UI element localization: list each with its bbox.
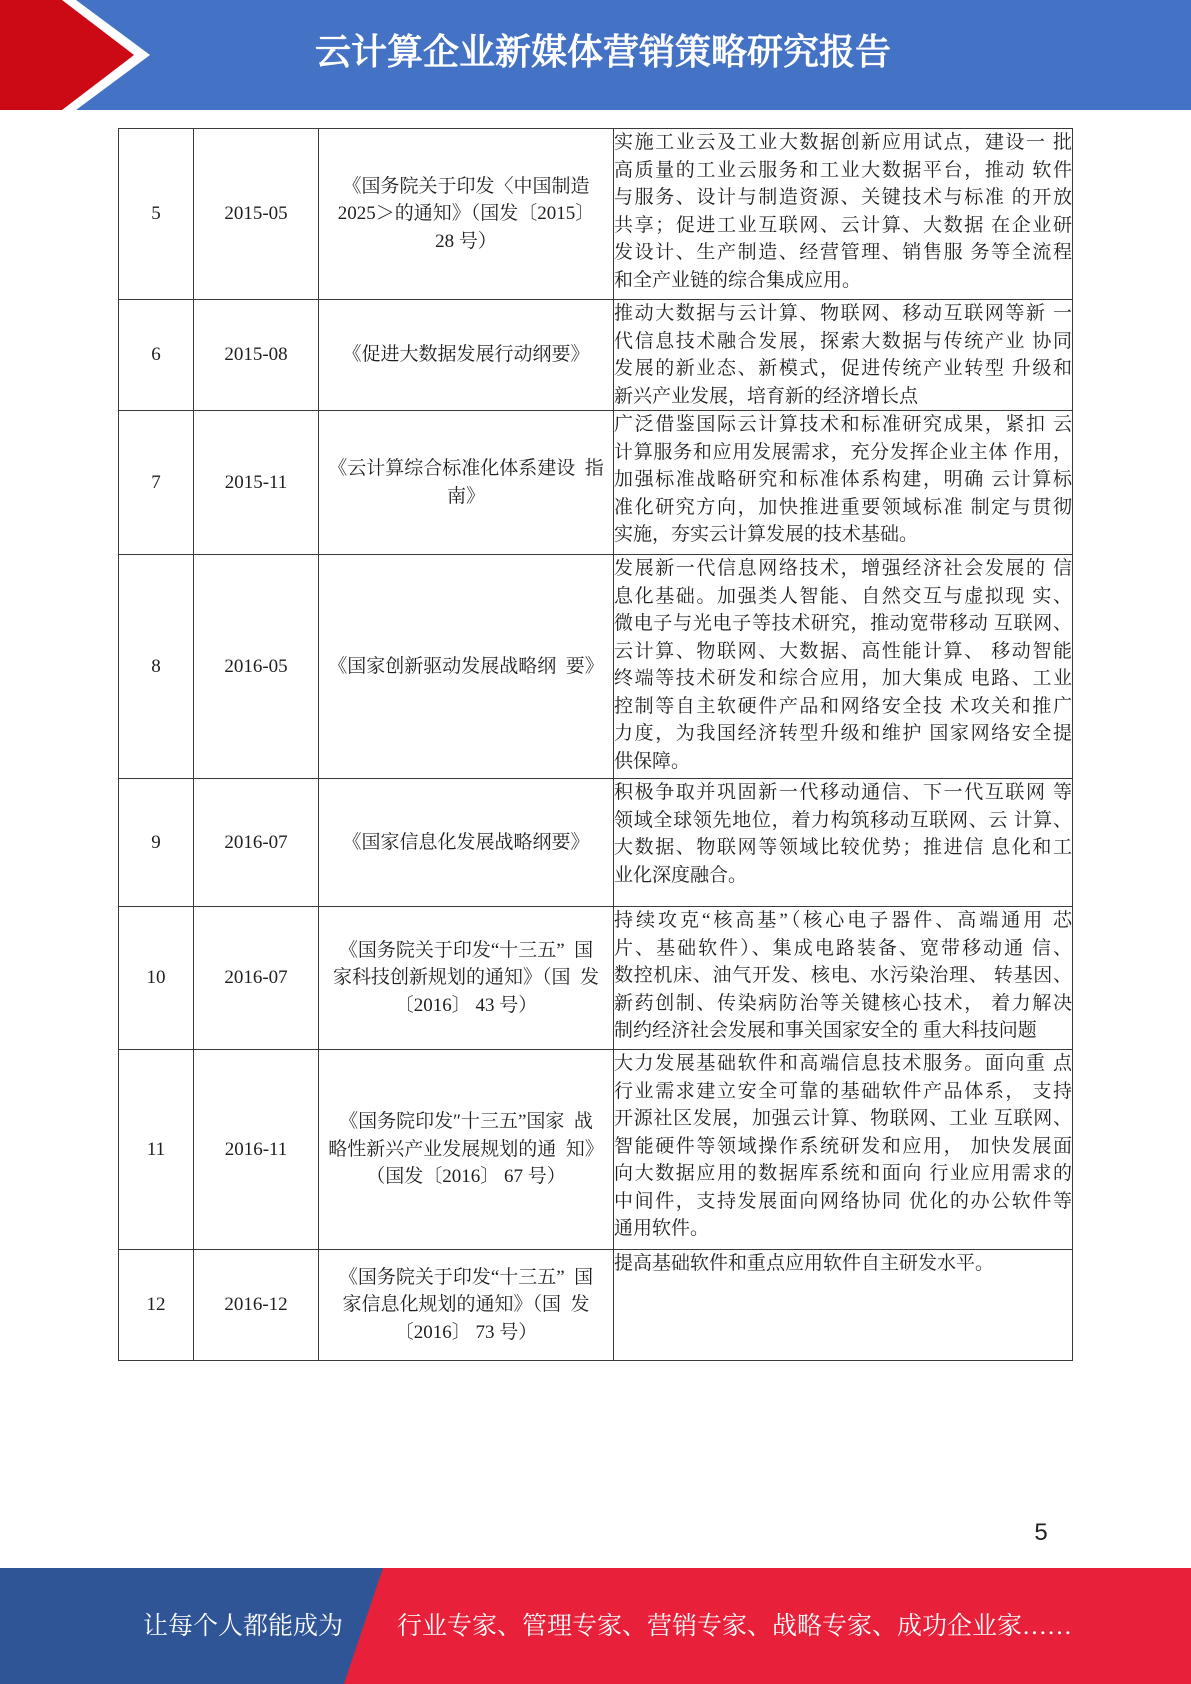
text-line: 《国家创新驱动发展战略纲 要》 [328, 655, 604, 677]
text-line: 《国务院印发″十三五”国家 战 [339, 1111, 593, 1133]
cell-date: 2016-05 [194, 555, 319, 779]
text-line: 积极争取并巩固新一代移动通信、下一代互联网 等 [614, 782, 1072, 803]
text-line: 智能硬件等领域操作系统研发和应用， 加快发展面 [614, 1135, 1072, 1157]
text-line: 家科技创新规划的通知》（国 发 [332, 967, 599, 989]
text-line: 提高基础软件和重点应用软件自主研发水平。 [614, 1253, 995, 1274]
footer-slogan-lead: 让每个人都能成为 [143, 1613, 344, 1640]
policy-title-text [319, 1264, 613, 1347]
policy-title-text [319, 173, 613, 256]
text-line: 数控机床、油气开发、核电、水污染治理、 转基因、 [614, 965, 1072, 986]
cell-policy-content [614, 1250, 1073, 1361]
policy-content-text [614, 1250, 1072, 1278]
text-line: 领域全球领先地位，着力构筑移动互联网、云 计算、 [614, 809, 1072, 831]
text-line: 制约经济社会发展和事关国家安全的 重大科技问题 [614, 1020, 1037, 1041]
table-row [119, 1250, 1073, 1361]
cell-date: 2015-05 [194, 129, 319, 300]
cell-index: 9 [119, 779, 194, 907]
policy-content-text [614, 555, 1072, 775]
text-line: 《国家信息化发展战略纲要》 [342, 831, 590, 853]
cell-policy-content [614, 129, 1073, 300]
header-banner [0, 0, 1191, 110]
text-line: 发设计、生产制造、经营管理、销售服 务等全流程 [614, 242, 1072, 263]
cell-policy-content [614, 555, 1073, 779]
text-line: 中间件，支持发展面向网络协同 优化的办公软件等 [614, 1190, 1072, 1212]
cell-policy-title [319, 555, 614, 779]
text-line: 发展的新业态、新模式，促进传统产业转型 升级和 [614, 358, 1072, 379]
policy-title-text [319, 829, 613, 857]
text-line: 和全产业链的综合集成应用。 [614, 269, 862, 291]
text-line: 《国务院关于印发“十三五” 国 [338, 1266, 594, 1288]
cell-date: 2016-11 [194, 1050, 319, 1250]
cell-policy-title [319, 1250, 614, 1361]
text-line: 高质量的工业云服务和工业大数据平台，推动 软件 [614, 159, 1072, 181]
text-line: 大力发展基础软件和高端信息技术服务。面向重 点 [614, 1053, 1072, 1074]
text-line: 新药创制、传染病防治等关键核心技术， 着力解决 [614, 992, 1072, 1014]
text-line: 新兴产业发展，培育新的经济增长点 [614, 385, 919, 407]
policy-content-text [614, 300, 1072, 410]
text-line: 〔2016〕 73 号） [394, 1321, 538, 1343]
cell-policy-title [319, 129, 614, 300]
policy-title-text [319, 455, 613, 510]
text-line: 2025＞的通知》（国发〔2015〕 [337, 203, 595, 225]
text-line: 实施，夯实云计算发展的技术基础。 [614, 524, 919, 545]
text-line: 通用软件。 [614, 1218, 710, 1239]
text-line: 向大数据应用的数据库系统和面向 行业应用需求的 [614, 1163, 1072, 1184]
cell-policy-title [319, 300, 614, 411]
table-row [119, 907, 1073, 1050]
cell-policy-content [614, 907, 1073, 1050]
text-line: 略性新兴产业发展规划的通 知》 [328, 1138, 604, 1160]
text-line: 28 号） [435, 230, 497, 252]
text-line: 计算服务和应用发展需求，充分发挥企业主体 作用， [614, 441, 1072, 463]
text-line: 微电子与光电子等技术研究，推动宽带移动 互联网、 [614, 613, 1072, 634]
text-line: 《国务院关于印发“十三五” 国 [338, 939, 594, 961]
text-line: 息化基础。加强类人智能、自然交互与虚拟现 实、 [614, 585, 1072, 607]
cell-index: 5 [119, 129, 194, 300]
cell-policy-content [614, 779, 1073, 907]
cell-date: 2016-07 [194, 907, 319, 1050]
footer-slogan-roles: 行业专家、管理专家、营销专家、战略专家、成功企业家…… [397, 1613, 1073, 1640]
text-line: 加强标准战略研究和标准体系构建，明确 云计算标 [614, 469, 1072, 490]
cell-policy-title [319, 411, 614, 555]
text-line: 供保障。 [614, 750, 691, 772]
policy-title-text [319, 653, 613, 681]
cell-policy-content [614, 300, 1073, 411]
cell-date: 2015-08 [194, 300, 319, 411]
cell-index: 8 [119, 555, 194, 779]
text-line: 开源社区发展，加强云计算、物联网、工业 互联网、 [614, 1108, 1072, 1129]
policy-table [118, 128, 1073, 1361]
text-line: 实施工业云及工业大数据创新应用试点，建设一 批 [614, 132, 1072, 153]
cell-policy-title [319, 1050, 614, 1250]
cell-policy-title [319, 907, 614, 1050]
table-row [119, 300, 1073, 411]
cell-index: 6 [119, 300, 194, 411]
text-line: 持续攻克“核高基”（核心电子器件、高端通用 芯 [614, 910, 1072, 931]
table-row [119, 779, 1073, 907]
policy-content-text [614, 907, 1072, 1045]
cell-index: 12 [119, 1250, 194, 1361]
text-line: 家信息化规划的通知》（国 发 [342, 1294, 590, 1316]
policy-content-text [614, 779, 1072, 889]
text-line: 《促进大数据发展行动纲要》 [342, 344, 590, 366]
cell-policy-content [614, 411, 1073, 555]
text-line: 南》 [446, 485, 485, 507]
cell-date: 2015-11 [194, 411, 319, 555]
cell-index: 7 [119, 411, 194, 555]
text-line: 《国务院关于印发〈中国制造 [342, 175, 590, 197]
cell-policy-content [614, 1050, 1073, 1250]
page-number: 5 [1034, 1519, 1048, 1546]
table-row [119, 129, 1073, 300]
text-line: 推动大数据与云计算、物联网、移动互联网等新 一 [614, 303, 1072, 324]
policy-title-text [319, 1108, 613, 1191]
policy-title-text [319, 937, 613, 1020]
text-line: 〔2016〕 43 号） [394, 994, 538, 1016]
policy-title-text [319, 341, 613, 369]
table-row [119, 411, 1073, 555]
footer-banner [0, 1568, 1191, 1684]
text-line: 大数据、物联网等领域比较优势；推进信 息化和工 [614, 837, 1072, 858]
text-line: 共享；促进工业互联网、云计算、大数据 在企业研 [614, 214, 1072, 236]
text-line: 控制等自主软硬件产品和网络安全技 术攻关和推广 [614, 695, 1072, 717]
cell-policy-title [319, 779, 614, 907]
text-line: 《云计算综合标准化体系建设 指 [328, 458, 604, 479]
cell-date: 2016-12 [194, 1250, 319, 1361]
text-line: 云计算、物联网、大数据、高性能计算、 移动智能 [614, 640, 1072, 662]
text-line: 终端等技术研发和综合应用，加大集成 电路、工业 [614, 668, 1072, 689]
cell-index: 10 [119, 907, 194, 1050]
table-row [119, 555, 1073, 779]
text-line: 广泛借鉴国际云计算技术和标准研究成果，紧扣 云 [614, 414, 1072, 435]
policy-content-text [614, 129, 1072, 294]
text-line: 片、基础软件）、集成电路装备、宽带移动通 信、 [614, 937, 1072, 959]
table-row [119, 1050, 1073, 1250]
cell-date: 2016-07 [194, 779, 319, 907]
text-line: （国发〔2016〕 67 号） [366, 1166, 566, 1188]
text-line: 发展新一代信息网络技术，增强经济社会发展的 信 [614, 558, 1072, 579]
cell-index: 11 [119, 1050, 194, 1250]
policy-content-text [614, 411, 1072, 549]
report-title: 云计算企业新媒体营销策略研究报告 [314, 31, 891, 72]
text-line: 力度，为我国经济转型升级和维护 国家网络安全提 [614, 723, 1072, 744]
text-line: 准化研究方向，加快推进重要领域标准 制定与贯彻 [614, 496, 1072, 518]
text-line: 代信息技术融合发展，探索大数据与传统产业 协同 [614, 330, 1072, 352]
text-line: 行业需求建立安全可靠的基础软件产品体系， 支持 [614, 1080, 1072, 1102]
text-line: 业化深度融合。 [614, 864, 748, 886]
text-line: 与服务、设计与制造资源、关键技术与标准 的开放 [614, 187, 1072, 208]
policy-content-text [614, 1050, 1072, 1243]
